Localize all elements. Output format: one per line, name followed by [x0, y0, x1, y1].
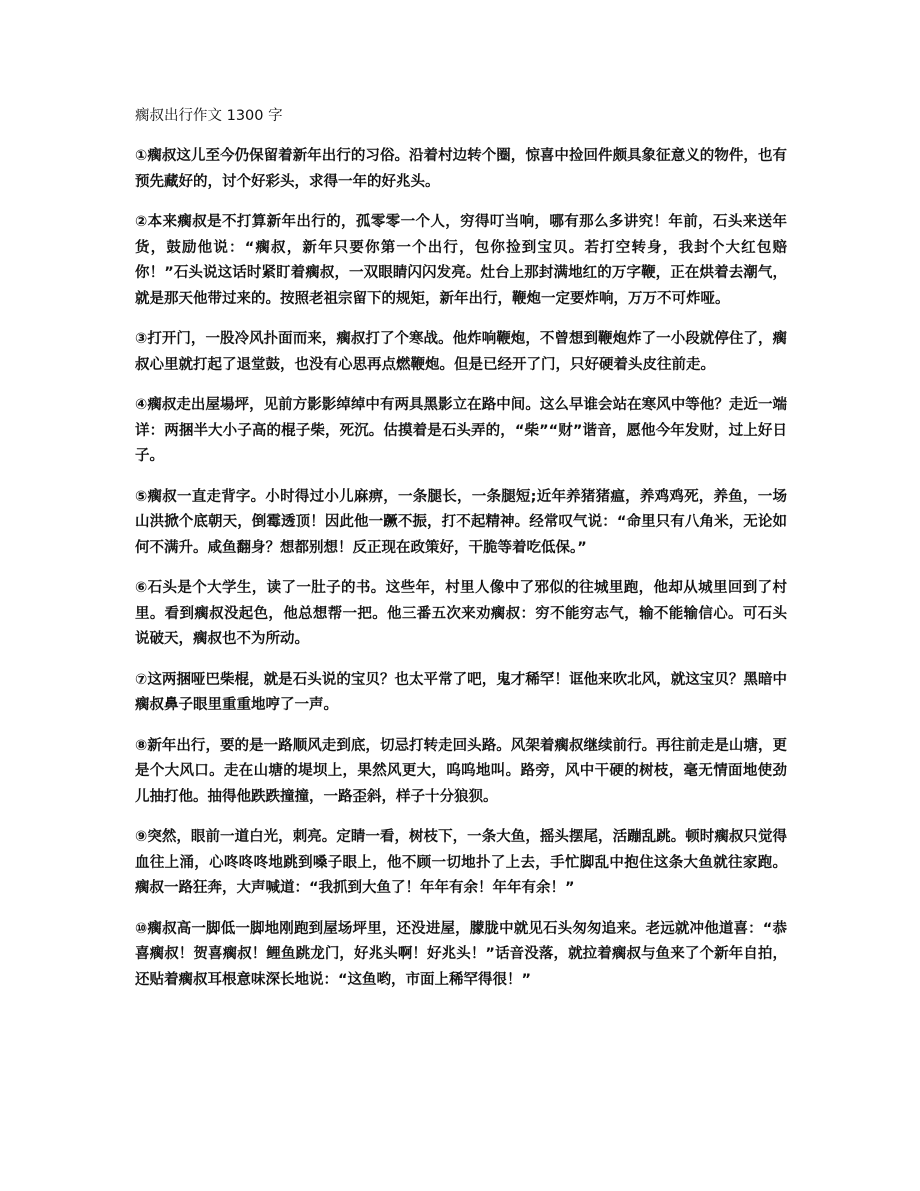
document-page [135, 104, 787, 1008]
paragraph-1: ①瘸叔这儿至今仍保留着新年出行的习俗。沿着村边转个圈，惊喜中捡回件颇具象征意义的物件，也有预先藏好的，讨个好彩头，求得一年的好兆头。 [135, 148, 787, 190]
paragraph-5: ⑤瘸叔一直走背字。小时得过小儿麻痹，一条腿长，一条腿短;近年养猪猪瘟，养鸡鸡死，养鱼，一场山洪掀个底朝天，倒霉透顶！因此他一蹶不振，打不起精神。经常叹气说：“命里只有八角米，无论如何不满升。咸鱼翻身？想都别想！反正现在政策好，干脆等着吃低保。” [135, 488, 787, 556]
paragraph-7: ⑦这两捆哑巴柴棍，就是石头说的宝贝？也太平常了吧，鬼才稀罕！诓他来吹北风，就这宝贝？黑暗中瘸叔鼻子眼里重重地哼了一声。 [135, 671, 787, 713]
paragraph-3: ③打开门，一股冷风扑面而来，瘸叔打了个寒战。他炸响鞭炮，不曾想到鞭炮炸了一小段就停住了，瘸叔心里就打起了退堂鼓，也没有心思再点燃鞭炮。但是已经开了门，只好硬着头皮往前走。 [135, 331, 787, 373]
document-title: 瘸叔出行作文 1300 字 [135, 108, 283, 124]
paragraph-9: ⑨突然，眼前一道白光，刺亮。定睛一看，树枝下，一条大鱼，摇头摆尾，活蹦乱跳。顿时瘸叔只觉得血往上涌，心咚咚咚地跳到嗓子眼上，他不顾一切地扑了上去，手忙脚乱中抱住这条大鱼就往家跑。瘸叔一路狂奔，大声喊道：“我抓到大鱼了！年年有余！年年有余！” [135, 829, 787, 896]
paragraph-4: ④瘸叔走出屋場坪，见前方影影绰绰中有两具黑影立在路中间。这么早谁会站在寒风中等他？走近一端详：两捆半大小子高的棍子柴，死沉。估摸着是石头弄的，“柴”“财”谐音，愿他今年发财，过上好日子。 [135, 397, 787, 464]
paragraph-10: ⑩瘸叔高一脚低一脚地刚跑到屋场坪里，还没进屋，朦胧中就见石头匆匆追来。老远就冲他道喜：“恭喜瘸叔！贺喜瘸叔！鲤鱼跳龙门，好兆头啊！好兆头！”话音没落，就拉着瘸叔与鱼来了个新年自拍，还贴着瘸叔耳根意味深长地说：“这鱼哟，市面上稀罕得很！” [135, 920, 787, 988]
paragraph-2: ②本来瘸叔是不打算新年出行的，孤零零一个人，穷得叮当响，哪有那么多讲究！年前，石头来送年货，鼓励他说：“瘸叔，新年只要你第一个出行，包你捡到宝贝。若打空转身，我封个大红包赔你！”石头说这话时紧盯着瘸叔，一双眼睛闪闪发亮。灶台上那封满地红的万字鞭，正在烘着去潮气，就是那天他带过来的。按照老祖宗留下的规矩，新年出行，鞭炮一定要炸响，万万不可炸哑。 [135, 214, 787, 307]
paragraph-8: ⑧新年出行，要的是一路顺风走到底，切忌打转走回头路。风架着瘸叔继续前行。再往前走是山塘，更是个大风口。走在山塘的堤坝上，果然风更大，呜呜地叫。路旁，风中干硬的树枝，毫无情面地使劲儿抽打他。抽得他跌跌撞撞，一路歪斜，样子十分狼狈。 [135, 737, 787, 805]
paragraph-6: ⑥石头是个大学生，读了一肚子的书。这些年，村里人像中了邪似的往城里跑，他却从城里回到了村里。看到瘸叔没起色，他总想帮一把。他三番五次来劝瘸叔：穷不能穷志气，输不能输信心。可石头说破天，瘸叔也不为所动。 [135, 580, 787, 647]
